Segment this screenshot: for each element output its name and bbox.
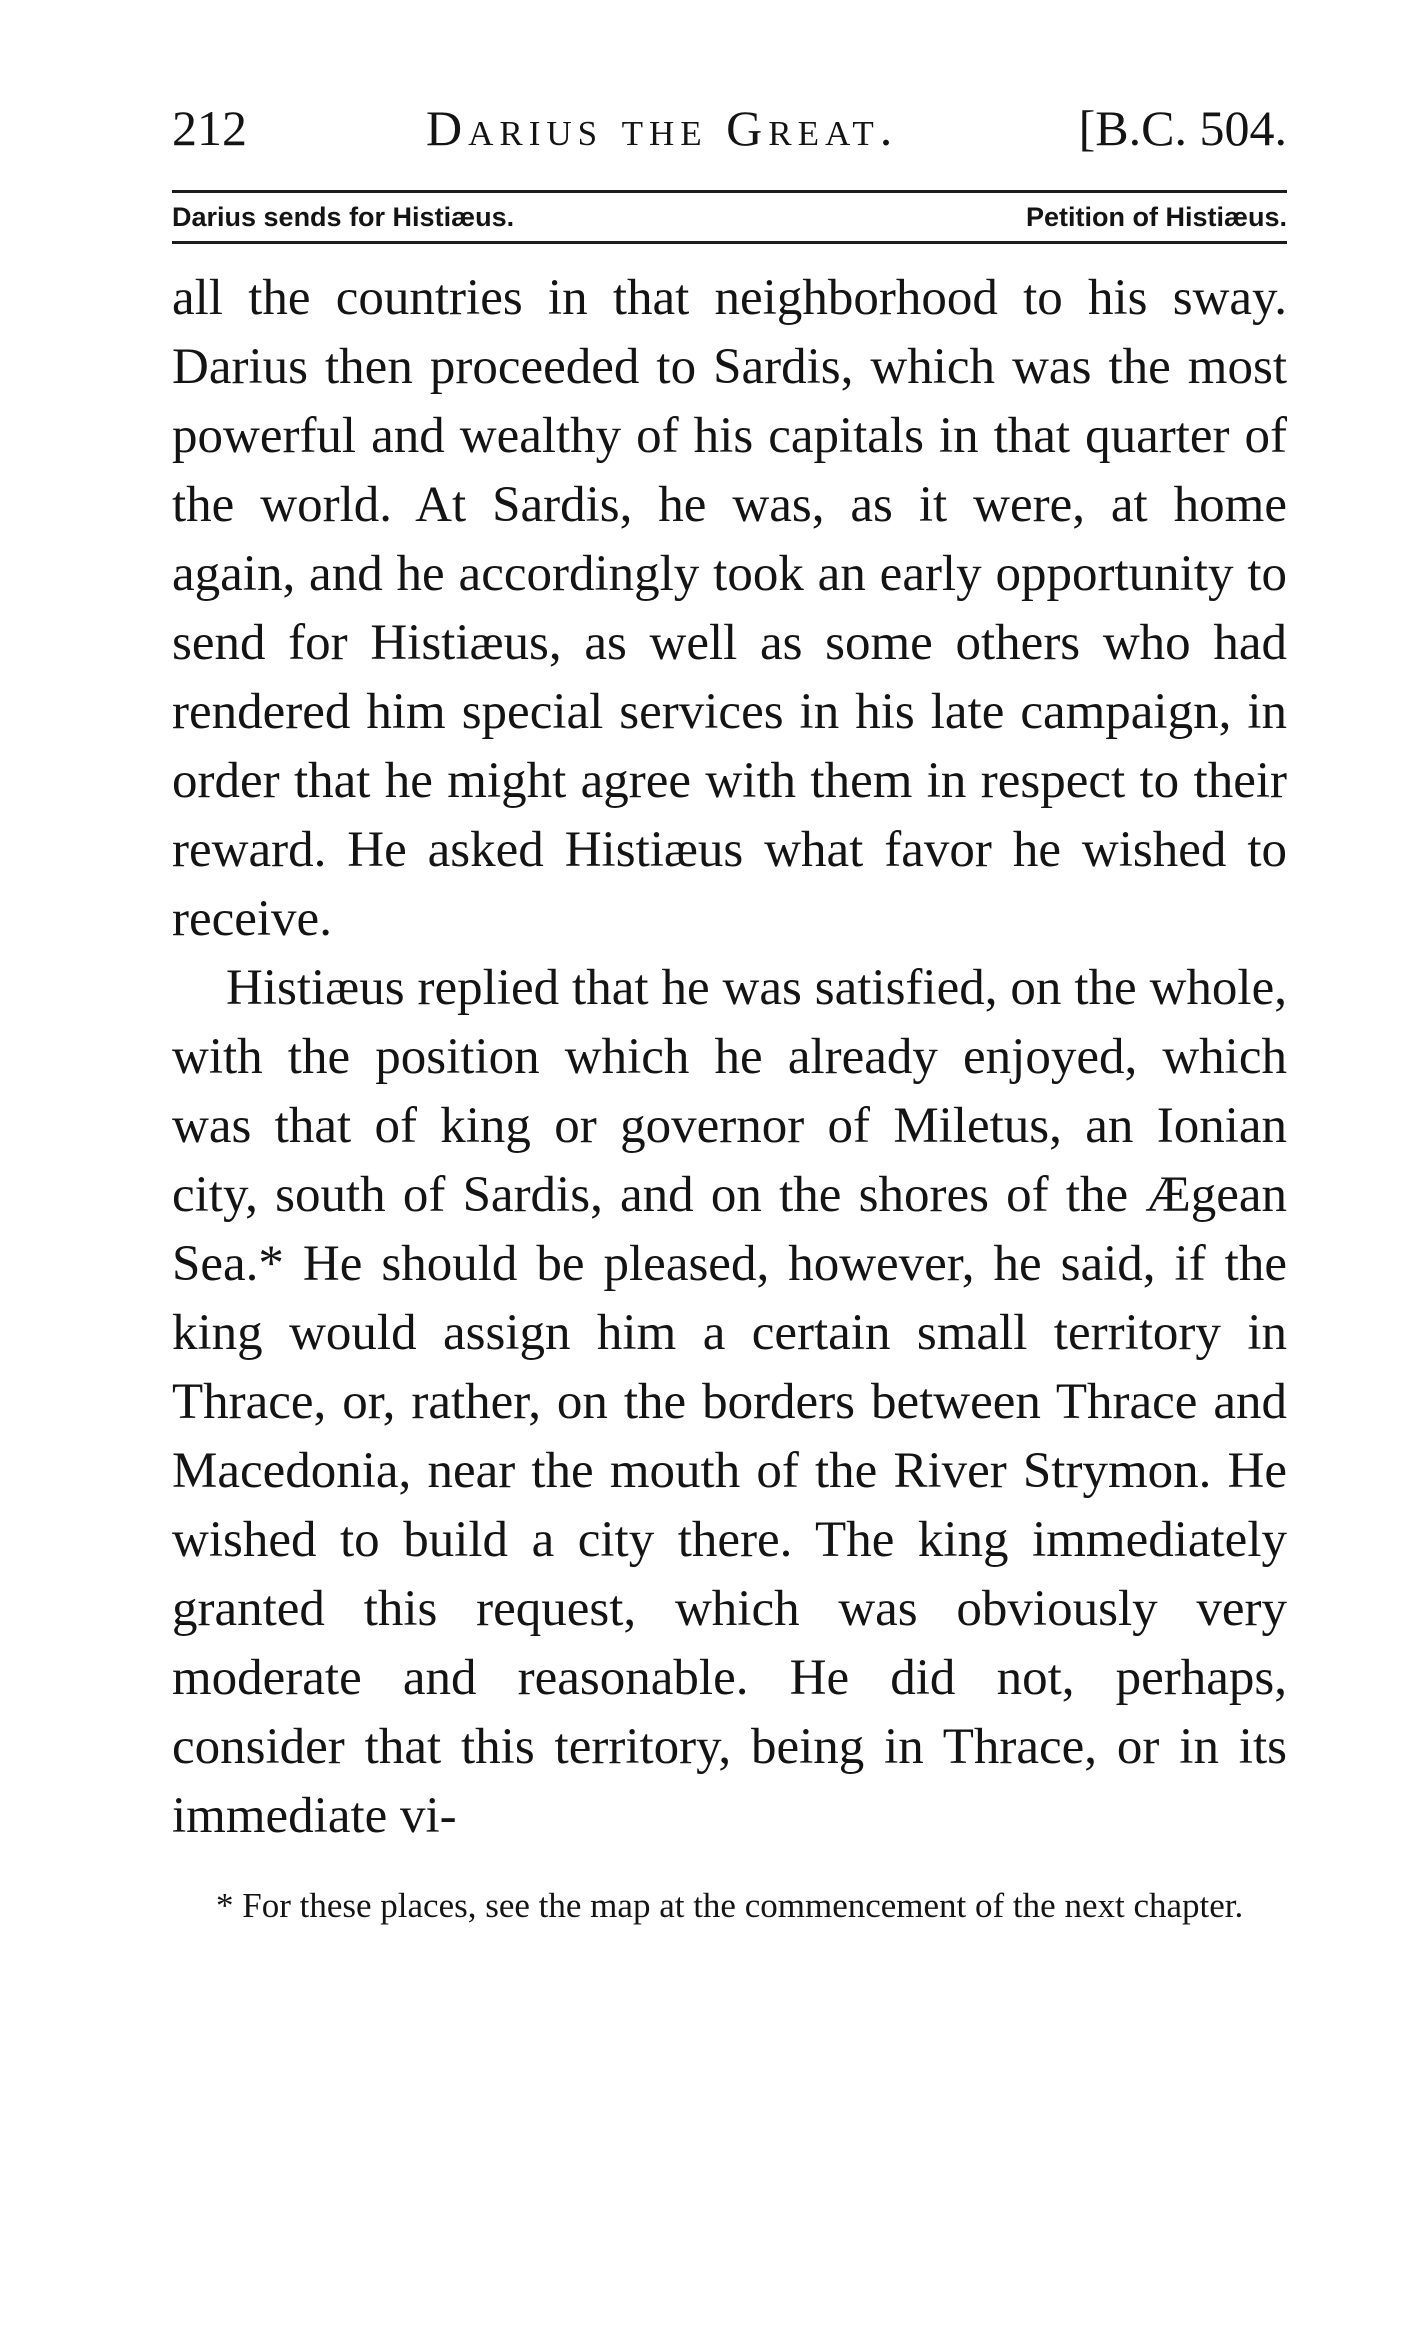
footnote: * For these places, see the map at the commencement of the next chapter.: [216, 1886, 1244, 1925]
running-head: [172, 88, 1287, 168]
era-date: [B.C. 504.: [1078, 100, 1287, 156]
subheads: [172, 193, 1287, 241]
header-rule-bottom: [172, 241, 1287, 244]
page-number: 212: [172, 100, 247, 156]
subhead-left: Darius sends for Histiæus.: [172, 202, 515, 232]
paragraph-1: all the countries in that neighborhood to his sway. Darius then proceeded to Sardis, which was the most powerful and wealthy of his capitals in that quarter of the world. At Sardis, he was, as it were, at home again, and he accordingly took an early opportunity to send for Histiæus, as well as some others who had rendered him special services in his late campaign, in order that he might agree with them in respect to their reward. He asked Histiæus what favor he wished to receive.: [172, 270, 1287, 947]
book-page: [172, 88, 1287, 1966]
paragraph-2: Histiæus replied that he was satisfied, on the whole, with the position which he already enjoyed, which was that of king or governor of Miletus, an Ionian city, south of Sardis, and on the shores of the Ægean Sea.* He should be pleased, however, he said, if the king would assign him a certain small territory in Thrace, or, rather, on the borders between Thrace and Macedonia, near the mouth of the River Strymon. He wished to build a city there. The king immediately granted this request, which was obviously very moderate and reasonable. He did not, perhaps, consider that this territory, being in Thrace, or in its immediate vi-: [172, 960, 1287, 1844]
body-text: [172, 264, 1287, 1851]
book-title: Darius the Great.: [426, 100, 899, 156]
subhead-right: Petition of Histiæus.: [1025, 202, 1287, 232]
